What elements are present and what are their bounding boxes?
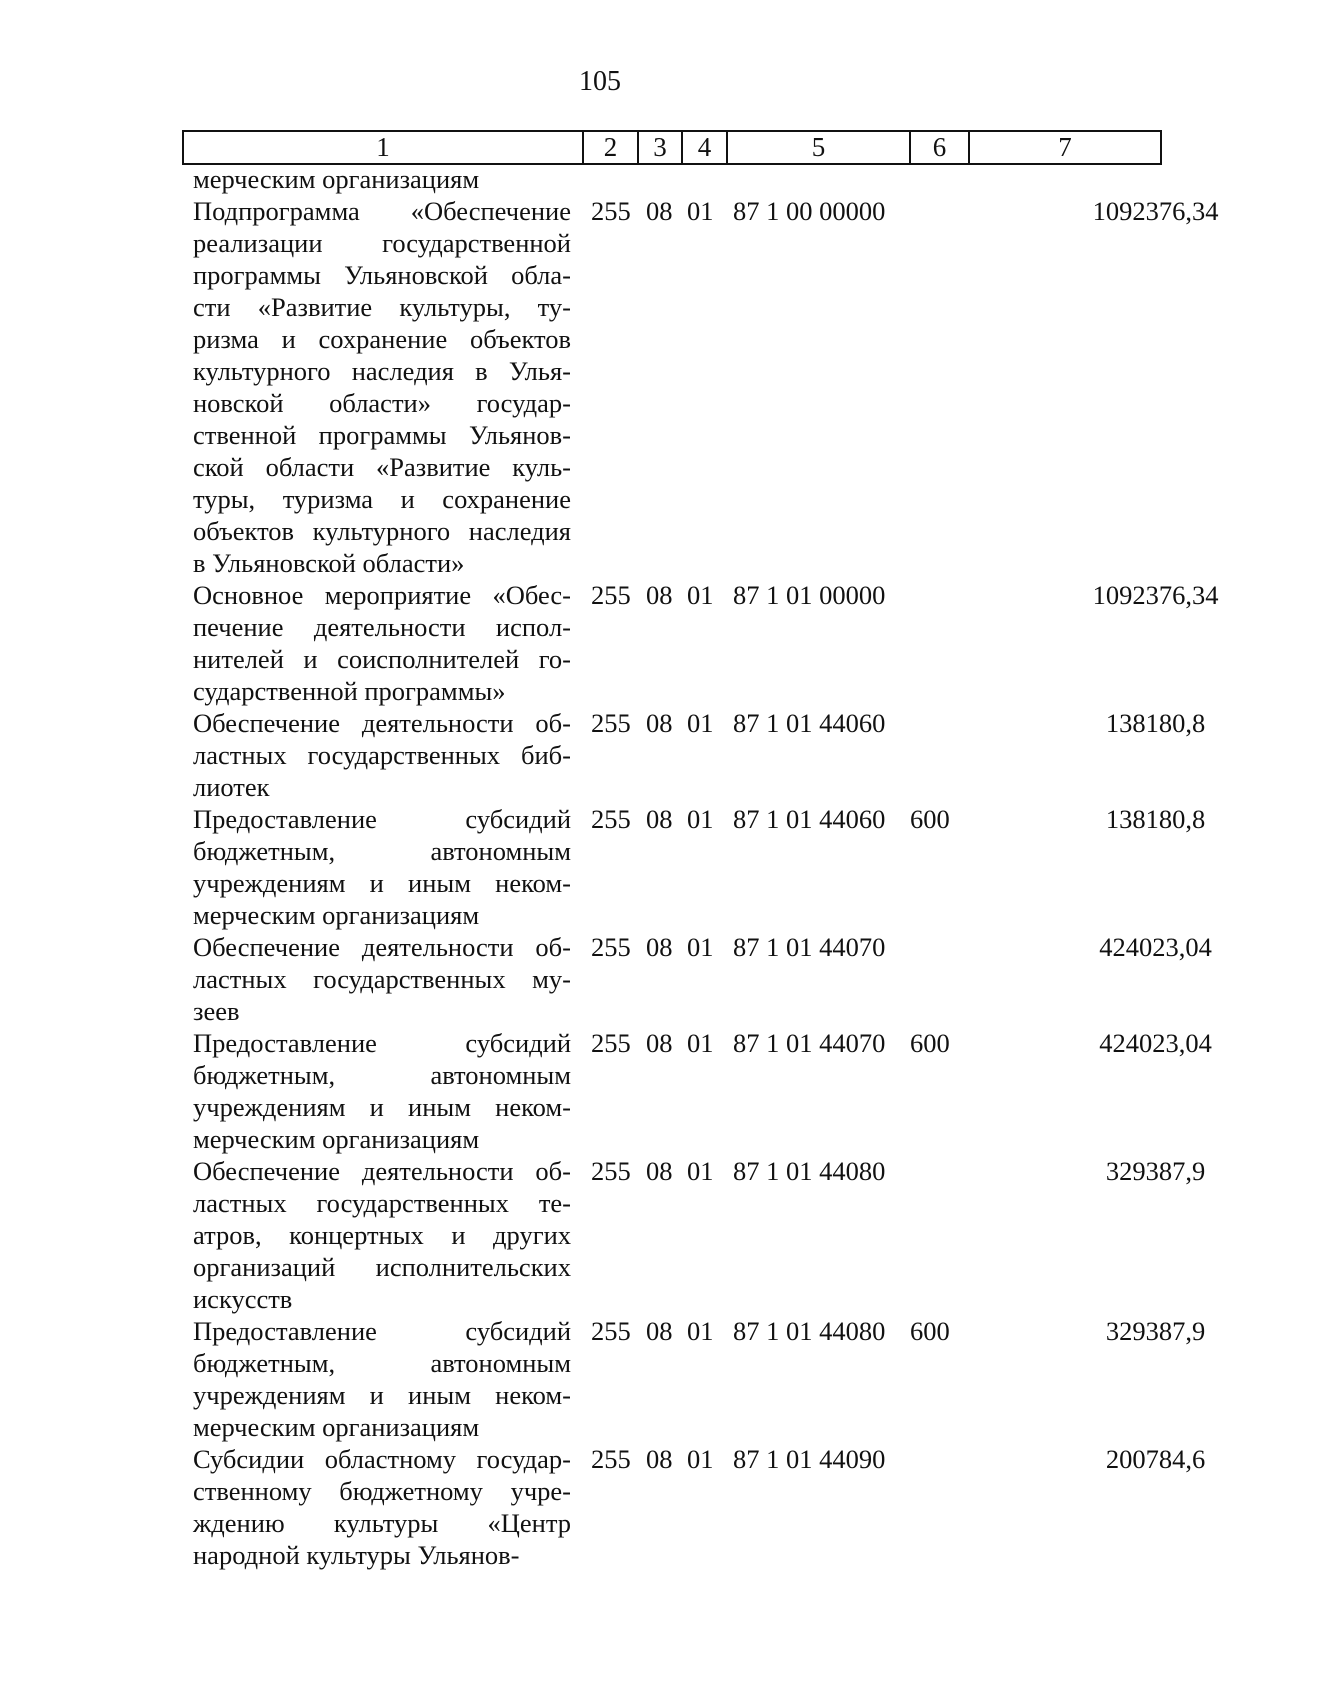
description-line: Обеспечение деятельности об-: [193, 932, 571, 962]
cell-rz: 08: [646, 1444, 673, 1474]
cell-rz: 08: [646, 1028, 673, 1058]
cell-description: [193, 579, 571, 707]
cell-csr: 87 1 01 44080: [733, 1316, 886, 1346]
cell-pr: 01: [687, 1444, 714, 1474]
cell-amount: 138180,8: [1105, 804, 1206, 834]
description-line: бюджетным, автономным: [193, 1348, 571, 1378]
description-line: реализации государственной: [193, 228, 571, 258]
cell-grbs: 255: [591, 932, 631, 962]
cell-amount: 200784,6: [1105, 1444, 1206, 1474]
cell-rz: 08: [646, 196, 673, 226]
cell-amount: 329387,9: [1105, 1316, 1206, 1346]
description-line: организаций исполнительских: [193, 1252, 571, 1282]
cell-description: [193, 1443, 571, 1571]
description-line: сударственной программы»: [193, 676, 506, 706]
description-line: мерческим организациям: [193, 900, 480, 930]
table-row: [193, 1155, 1206, 1315]
cell-rz: 08: [646, 932, 673, 962]
cell-grbs: 255: [591, 1156, 631, 1186]
cell-grbs: 255: [591, 196, 631, 226]
description-line: ской области «Развитие куль-: [193, 452, 571, 482]
description-line: учреждениям и иным неком-: [193, 1380, 571, 1410]
description-line: ластных государственных му-: [193, 964, 571, 994]
description-line: новской области» государ-: [193, 388, 571, 418]
cell-grbs: 255: [591, 1028, 631, 1058]
cell-vr: 600: [910, 804, 950, 834]
cell-description: [193, 803, 571, 931]
table-row: [193, 707, 1206, 803]
header-col-6: 6: [911, 132, 970, 163]
table-body: [193, 163, 1219, 1571]
cell-pr: 01: [687, 196, 714, 226]
description-line: учреждениям и иным неком-: [193, 1092, 571, 1122]
description-line: ждению культуры «Центр: [193, 1508, 571, 1538]
cell-pr: 01: [687, 580, 714, 610]
cell-grbs: 255: [591, 804, 631, 834]
cell-vr: 600: [910, 1316, 950, 1346]
cell-csr: 87 1 00 00000: [733, 196, 886, 226]
description-line: сти «Развитие культуры, ту-: [193, 292, 571, 322]
description-line: Основное мероприятие «Обес-: [193, 580, 571, 610]
cell-rz: 08: [646, 1156, 673, 1186]
cell-description: [193, 1155, 571, 1315]
cell-amount: 1092376,34: [1092, 580, 1219, 610]
description-line: объектов культурного наследия: [193, 516, 571, 546]
cell-rz: 08: [646, 804, 673, 834]
page-number: 105: [579, 66, 621, 97]
header-col-3: 3: [639, 132, 683, 163]
cell-rz: 08: [646, 1316, 673, 1346]
cell-csr: 87 1 01 44060: [733, 804, 886, 834]
header-col-4: 4: [683, 132, 728, 163]
cell-csr: 87 1 01 00000: [733, 580, 886, 610]
cell-grbs: 255: [591, 1444, 631, 1474]
cell-pr: 01: [687, 1316, 714, 1346]
cell-amount: 329387,9: [1105, 1156, 1206, 1186]
cell-amount: 1092376,34: [1092, 196, 1219, 226]
description-line: Предоставление субсидий: [193, 1316, 571, 1346]
table-row: [193, 1443, 1206, 1571]
cell-csr: 87 1 01 44070: [733, 1028, 886, 1058]
cell-pr: 01: [687, 932, 714, 962]
description-line: атров, концертных и других: [193, 1220, 571, 1250]
description-line: Предоставление субсидий: [193, 1028, 571, 1058]
description-line: ластных государственных те-: [193, 1188, 571, 1218]
description-line: Обеспечение деятельности об-: [193, 1156, 571, 1186]
description-line: Обеспечение деятельности об-: [193, 708, 571, 738]
table-row: [193, 1027, 1212, 1155]
description-line: искусств: [193, 1284, 293, 1314]
description-line: мерческим организациям: [193, 1124, 480, 1154]
description-line: Предоставление субсидий: [193, 804, 571, 834]
cell-csr: 87 1 01 44060: [733, 708, 886, 738]
cell-description: [193, 163, 571, 195]
description-line: зеев: [193, 996, 240, 1026]
description-line: народной культуры Ульянов-: [193, 1540, 520, 1570]
table-row: [193, 195, 1219, 579]
description-line: нителей и соисполнителей го-: [193, 644, 571, 674]
description-line: мерческим организациям: [193, 1412, 480, 1442]
description-line: ластных государственных биб-: [193, 740, 571, 770]
description-line: в Ульяновской области»: [193, 548, 465, 578]
cell-vr: 600: [910, 1028, 950, 1058]
description-line: ризма и сохранение объектов: [193, 324, 571, 354]
cell-pr: 01: [687, 708, 714, 738]
description-line: Субсидии областному государ-: [193, 1444, 571, 1474]
cell-pr: 01: [687, 804, 714, 834]
cell-csr: 87 1 01 44090: [733, 1444, 886, 1474]
description-line: программы Ульяновской обла-: [193, 260, 571, 290]
cell-rz: 08: [646, 580, 673, 610]
description-line: бюджетным, автономным: [193, 836, 571, 866]
cell-csr: 87 1 01 44070: [733, 932, 886, 962]
cell-description: [193, 1315, 571, 1443]
table-header: [182, 130, 1162, 165]
description-line: ственному бюджетному учре-: [193, 1476, 571, 1506]
cell-amount: 424023,04: [1099, 1028, 1212, 1058]
cell-description: [193, 195, 571, 579]
table-row: [193, 163, 1143, 195]
description-line: печение деятельности испол-: [193, 612, 571, 642]
cell-description: [193, 1027, 571, 1155]
cell-amount: 138180,8: [1105, 708, 1206, 738]
cell-grbs: 255: [591, 708, 631, 738]
header-col-7: 7: [1058, 132, 1072, 162]
table-row: [193, 931, 1212, 1027]
cell-rz: 08: [646, 708, 673, 738]
cell-description: [193, 707, 571, 803]
description-line: мерческим организациям: [193, 164, 480, 194]
table-row: [193, 803, 1206, 931]
description-line: культурного наследия в Улья-: [193, 356, 571, 386]
cell-grbs: 255: [591, 580, 631, 610]
table-row: [193, 579, 1219, 707]
description-line: бюджетным, автономным: [193, 1060, 571, 1090]
cell-description: [193, 931, 571, 1027]
cell-amount: 424023,04: [1099, 932, 1212, 962]
header-col-5: 5: [728, 132, 911, 163]
description-line: туры, туризма и сохранение: [193, 484, 571, 514]
cell-csr: 87 1 01 44080: [733, 1156, 886, 1186]
description-line: Подпрограмма «Обеспечение: [193, 196, 571, 226]
description-line: учреждениям и иным неком-: [193, 868, 571, 898]
cell-pr: 01: [687, 1156, 714, 1186]
description-line: ственной программы Ульянов-: [193, 420, 571, 450]
description-line: лиотек: [193, 772, 270, 802]
cell-grbs: 255: [591, 1316, 631, 1346]
header-col-1: 1: [184, 132, 584, 163]
cell-pr: 01: [687, 1028, 714, 1058]
table-row: [193, 1315, 1206, 1443]
header-col-2: 2: [584, 132, 639, 163]
